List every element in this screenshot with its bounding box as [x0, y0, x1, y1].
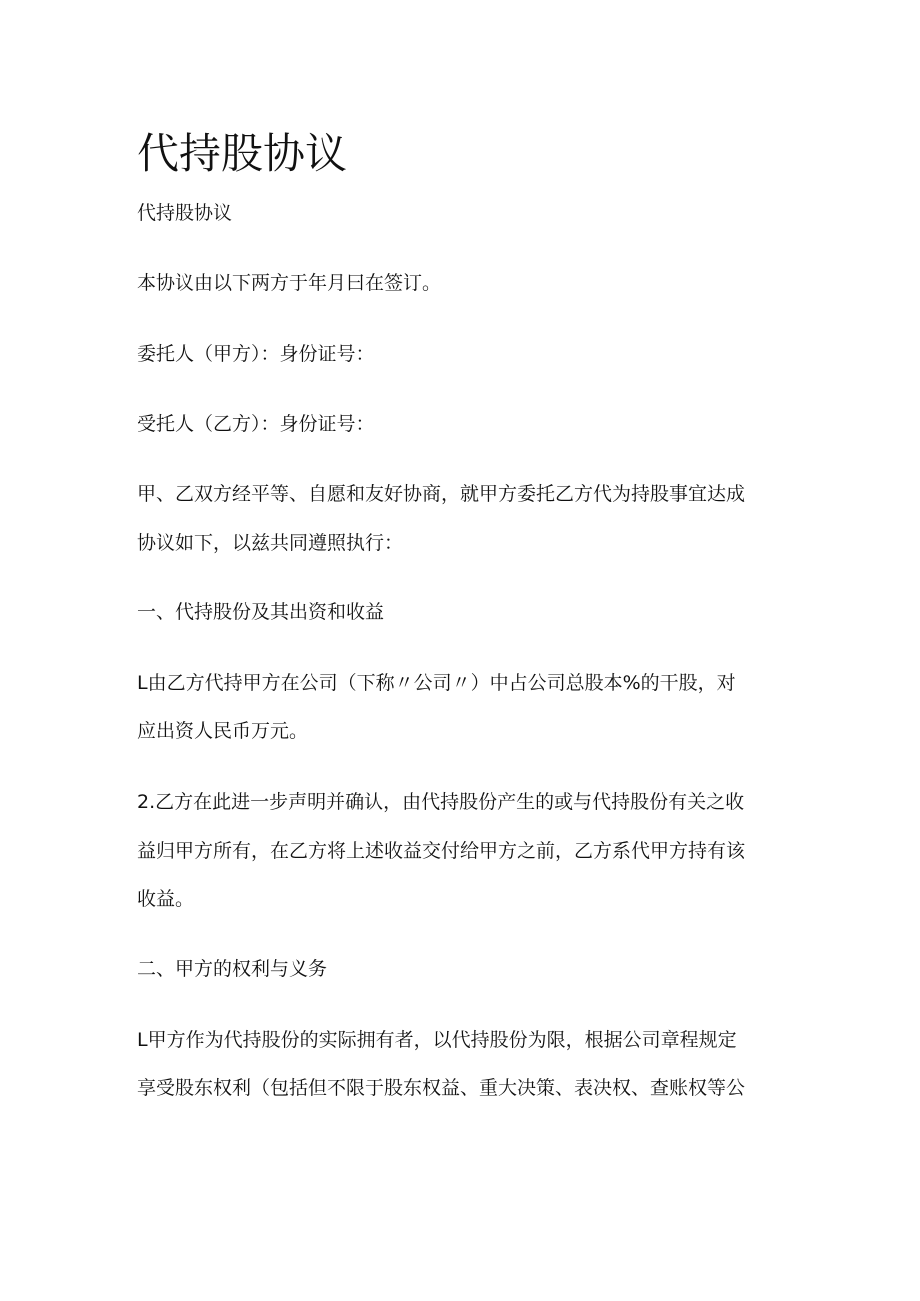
document-subtitle: 代持股协议	[137, 202, 233, 224]
preamble-line: 甲、乙双方经平等、自愿和友好协商，就甲方委托乙方代为持股事宜达成	[137, 483, 746, 505]
clause-line: 2.乙方在此进一步声明并确认，由代持股份产生的或与代持股份有关之收	[137, 791, 745, 813]
clause-line: 收益。	[137, 888, 195, 910]
document-title: 代持股协议	[137, 129, 348, 178]
clause-line: L甲方作为代持股份的实际拥有者，以代持股份为限，根据公司章程规定	[137, 1029, 737, 1051]
clause-line: L由乙方代持甲方在公司（下称〃公司〃）中占公司总股本%的干股，对	[137, 672, 736, 694]
clause-line: 应出资人民币万元。	[137, 720, 309, 742]
clause-line: 享受股东权利（包括但不限于股东权益、重大决策、表决权、查账权等公	[137, 1077, 746, 1099]
intro-paragraph: 本协议由以下两方于年月曰在签订。	[137, 272, 442, 294]
clause-line: 益归甲方所有，在乙方将上述收益交付给甲方之前，乙方系代甲方持有该	[137, 840, 746, 862]
section-heading: 二、甲方的权利与义务	[137, 958, 328, 980]
party-a-line: 委托人（甲方）：身份证号：	[137, 343, 375, 365]
preamble-line: 协议如下，以兹共同遵照执行：	[137, 532, 404, 554]
party-b-line: 受托人（乙方）：身份证号：	[137, 413, 375, 435]
section-heading: 一、代持股份及其出资和收益	[137, 601, 385, 623]
